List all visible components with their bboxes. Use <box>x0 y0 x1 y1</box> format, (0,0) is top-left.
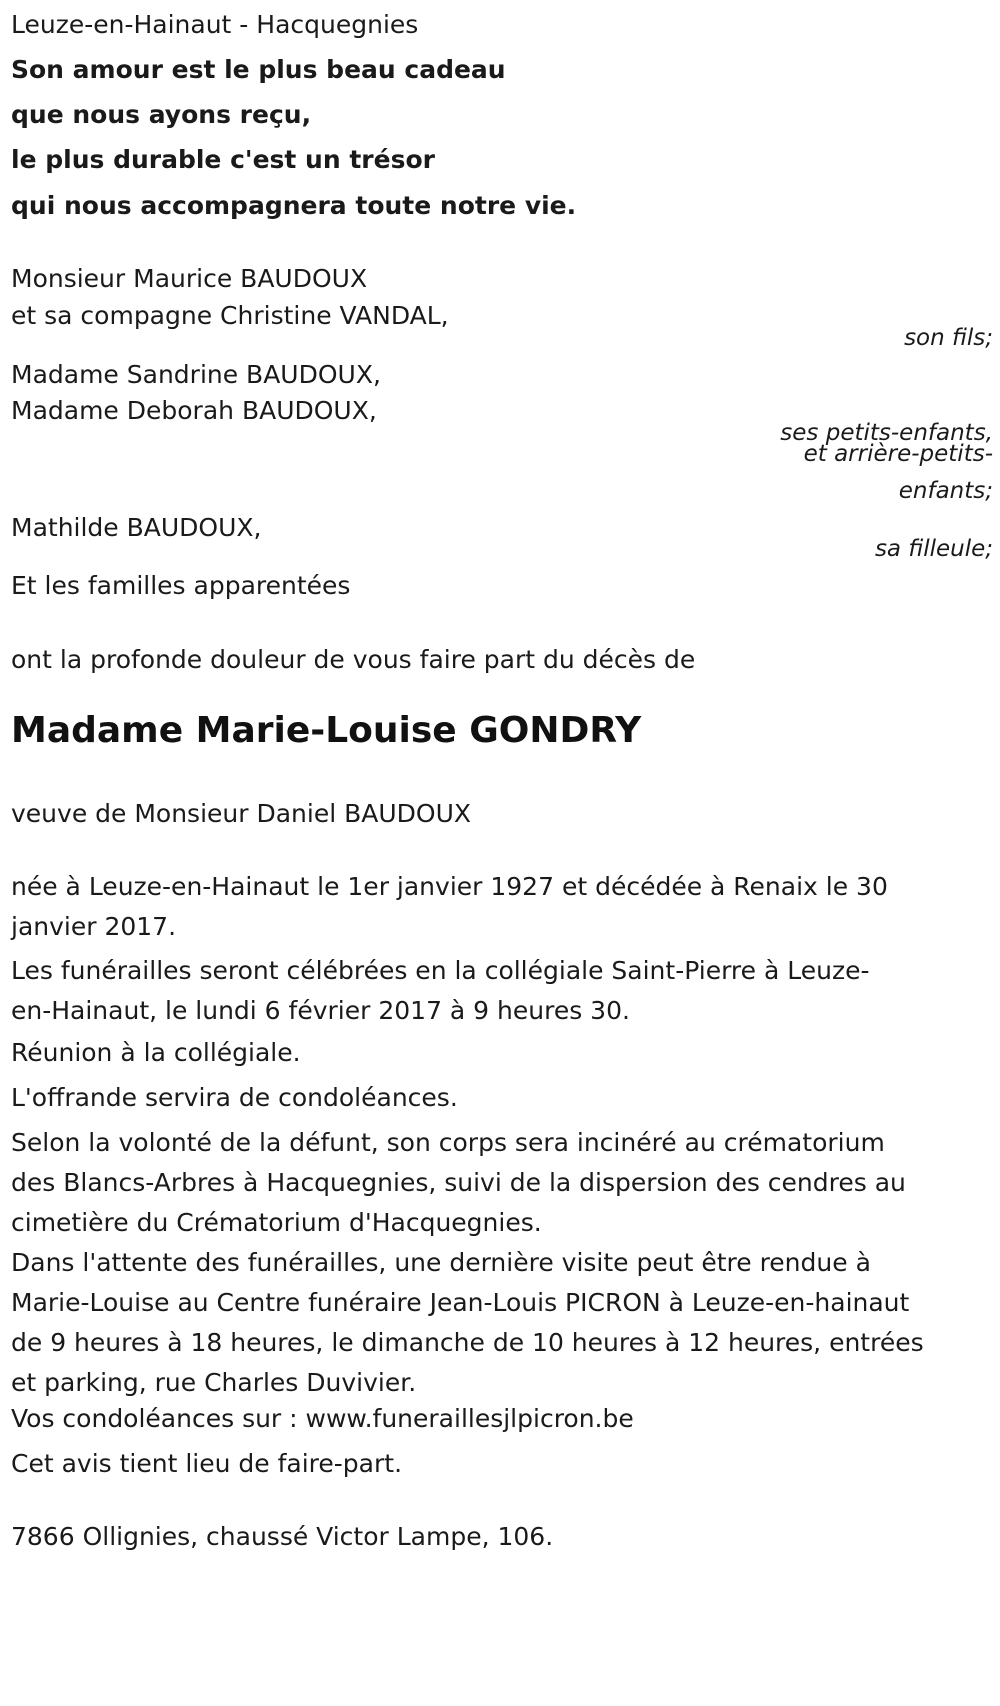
poem-line-3: le plus durable c'est un trésor <box>11 145 435 174</box>
grandchildren-role-line-2: et arrière-petits- <box>803 441 993 467</box>
visit-line-4: et parking, rue Charles Duvivier. <box>11 1368 417 1397</box>
birth-death-paragraph <box>11 867 971 947</box>
widow-of-line: veuve de Monsieur Daniel BAUDOUX <box>11 799 472 828</box>
relatives-line: Et les familles apparentées <box>11 571 351 600</box>
offering-line: L'offrande servira de condoléances. <box>11 1083 458 1112</box>
address-line: 7866 Ollignies, chaussé Victor Lampe, 106. <box>11 1522 554 1551</box>
cremation-line-3: cimetière du Crématorium d'Hacquegnies. <box>11 1208 542 1237</box>
goddaughter-name: Mathilde BAUDOUX, <box>11 513 262 542</box>
visit-paragraph <box>11 1243 971 1403</box>
funeral-line-1: Les funérailles seront célébrées en la collégiale Saint-Pierre à Leuze- <box>11 956 870 985</box>
birth-death-line-2: janvier 2017. <box>11 912 177 941</box>
son-name: Monsieur Maurice BAUDOUX <box>11 264 368 293</box>
funeral-line-2: en-Hainaut, le lundi 6 février 2017 à 9 heures 30. <box>11 996 630 1025</box>
deceased-name: Madame Marie-Louise GONDRY <box>11 710 642 751</box>
announcement-intro: ont la profonde douleur de vous faire part du décès de <box>11 645 696 674</box>
poem-line-2: que nous ayons reçu, <box>11 100 312 129</box>
grandchildren-role-line-1: ses petits-enfants, <box>780 420 993 446</box>
visit-line-2: Marie-Louise au Centre funéraire Jean-Louis PICRON à Leuze-en-hainaut <box>11 1288 910 1317</box>
location-header: Leuze-en-Hainaut - Hacquegnies <box>11 10 419 39</box>
son-partner-name: et sa compagne Christine VANDAL, <box>11 301 449 330</box>
grandchildren-role-line-3: enfants; <box>898 478 993 504</box>
poem-line-1: Son amour est le plus beau cadeau <box>11 55 506 84</box>
grandchild-name-1: Madame Sandrine BAUDOUX, <box>11 360 381 389</box>
condolences-line: Vos condoléances sur : www.funeraillesjlpicron.be <box>11 1404 634 1433</box>
goddaughter-role: sa filleule; <box>874 536 993 562</box>
cremation-paragraph <box>11 1123 971 1243</box>
poem-line-4: qui nous accompagnera toute notre vie. <box>11 191 577 220</box>
grandchild-name-2: Madame Deborah BAUDOUX, <box>11 396 377 425</box>
visit-line-1: Dans l'attente des funérailles, une dernière visite peut être rendue à <box>11 1248 871 1277</box>
birth-death-line-1: née à Leuze-en-Hainaut le 1er janvier 1927 et décédée à Renaix le 30 <box>11 872 888 901</box>
funeral-paragraph <box>11 951 971 1031</box>
cremation-line-2: des Blancs-Arbres à Hacquegnies, suivi de la dispersion des cendres au <box>11 1168 906 1197</box>
cremation-line-1: Selon la volonté de la défunt, son corps sera incinéré au crématorium <box>11 1128 885 1157</box>
meeting-line: Réunion à la collégiale. <box>11 1038 301 1067</box>
visit-line-3: de 9 heures à 18 heures, le dimanche de 10 heures à 12 heures, entrées <box>11 1328 924 1357</box>
son-role: son fils; <box>904 325 993 351</box>
notice-line: Cet avis tient lieu de faire-part. <box>11 1449 403 1478</box>
